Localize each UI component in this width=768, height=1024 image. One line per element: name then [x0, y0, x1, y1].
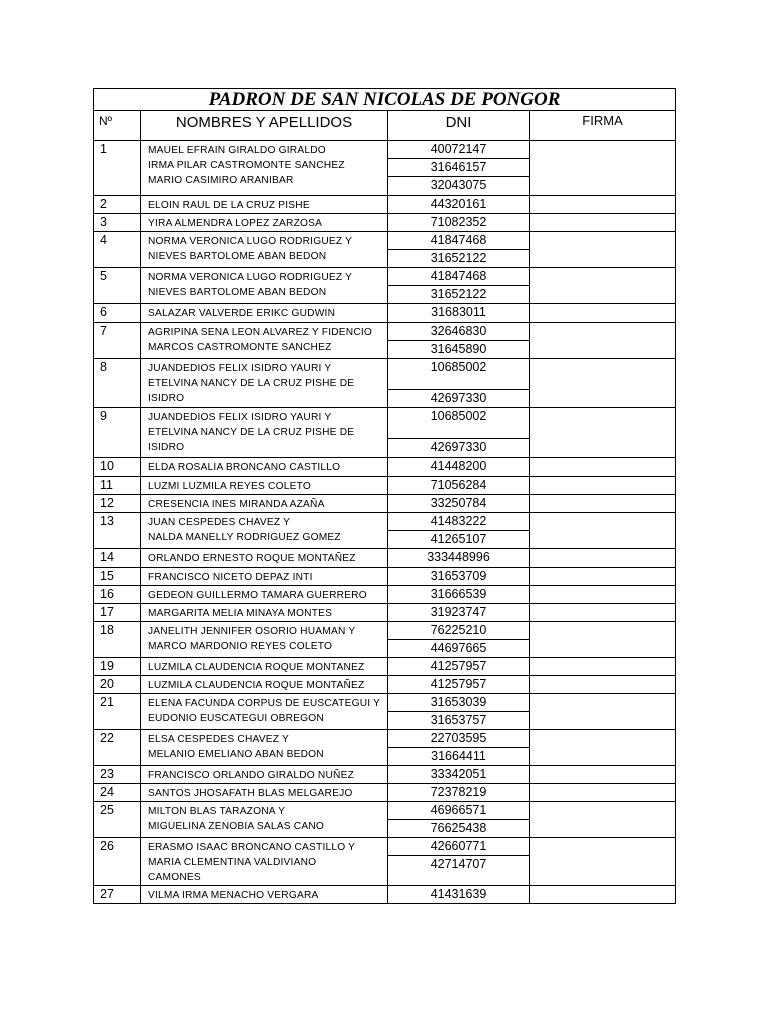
dni-value: 31646157	[388, 159, 529, 177]
dni-cell	[388, 658, 530, 676]
table-row	[94, 586, 676, 604]
person-name: JUAN CESPEDES CHAVEZ Y	[148, 517, 291, 528]
names-cell	[141, 886, 388, 904]
dni-value: 31923747	[430, 605, 487, 619]
names-cell	[141, 586, 388, 604]
dni-value: 333448996	[427, 550, 490, 564]
names-cell	[141, 694, 388, 730]
dni-cell	[388, 477, 530, 495]
table-row	[94, 784, 676, 802]
dni-value: 10685002	[388, 359, 529, 390]
dni-cell	[388, 304, 530, 323]
dni-cell	[388, 730, 530, 766]
dni-cell	[388, 676, 530, 694]
dni-value: 42660771	[388, 838, 529, 856]
person-name: CAMONES	[148, 872, 201, 883]
names-cell	[141, 513, 388, 549]
dni-value: 42697330	[430, 440, 487, 454]
table-row	[94, 214, 676, 232]
dni-value: 46966571	[388, 802, 529, 820]
row-number: 23	[94, 766, 141, 784]
table-row	[94, 232, 676, 268]
person-name: MARIO CASIMIRO ARANIBAR	[148, 175, 294, 186]
dni-value: 76225210	[388, 622, 529, 640]
names-cell	[141, 549, 388, 568]
row-number: 24	[94, 784, 141, 802]
table-row	[94, 676, 676, 694]
firma-cell[interactable]	[530, 323, 676, 359]
dni-cell	[388, 784, 530, 802]
person-name: LUZMILA CLAUDENCIA ROQUE MONTANEZ	[148, 662, 365, 673]
dni-cell	[388, 886, 530, 904]
person-name: NIEVES BARTOLOME ABAN BEDON	[148, 251, 327, 262]
row-number: 6	[94, 304, 141, 323]
person-name: ISIDRO	[148, 393, 185, 404]
person-name: CRESENCIA INES MIRANDA AZAÑA	[148, 499, 325, 510]
person-name: MARGARITA MELIA MINAYA MONTES	[148, 608, 333, 619]
row-number: 8	[94, 359, 141, 408]
person-name: ISIDRO	[148, 442, 185, 453]
dni-value: 41448200	[430, 459, 487, 473]
firma-cell[interactable]	[530, 658, 676, 676]
dni-value: 31652122	[430, 251, 487, 265]
row-number: 3	[94, 214, 141, 232]
dni-value: 40072147	[388, 141, 529, 159]
dni-value: 44320161	[430, 197, 487, 211]
table-row	[94, 604, 676, 622]
person-name: ETELVINA NANCY DE LA CRUZ PISHE DE	[148, 378, 355, 389]
names-cell	[141, 604, 388, 622]
names-cell	[141, 622, 388, 658]
dni-value: 10685002	[388, 408, 529, 439]
dni-cell	[388, 495, 530, 513]
firma-cell[interactable]	[530, 586, 676, 604]
row-number: 22	[94, 730, 141, 766]
person-name: LUZMILA CLAUDENCIA ROQUE MONTAÑEZ	[148, 680, 365, 691]
table-row	[94, 838, 676, 886]
dni-cell	[388, 141, 530, 196]
person-name: MAUEL EFRAIN GIRALDO GIRALDO	[148, 145, 326, 156]
firma-cell[interactable]	[530, 604, 676, 622]
person-name: FRANCISCO NICETO DEPAZ INTI	[148, 572, 313, 583]
names-cell	[141, 268, 388, 304]
dni-cell	[388, 214, 530, 232]
dni-value: 41847468	[388, 232, 529, 250]
padron-table	[93, 88, 676, 904]
person-name: ELSA CESPEDES CHAVEZ Y	[148, 734, 290, 745]
dni-value: 41847468	[388, 268, 529, 286]
firma-cell[interactable]	[530, 141, 676, 196]
person-name: NIEVES BARTOLOME ABAN BEDON	[148, 287, 327, 298]
dni-cell	[388, 622, 530, 658]
person-name: NORMA VERONICA LUGO RODRIGUEZ Y	[148, 272, 353, 283]
firma-cell[interactable]	[530, 477, 676, 495]
table-row	[94, 495, 676, 513]
table-row	[94, 359, 676, 408]
person-name: FRANCISCO ORLANDO GIRALDO NUÑEZ	[148, 770, 355, 781]
dni-value: 71082352	[430, 215, 487, 229]
row-number: 18	[94, 622, 141, 658]
table-row	[94, 730, 676, 766]
dni-cell	[388, 766, 530, 784]
dni-cell	[388, 408, 530, 458]
firma-cell[interactable]	[530, 513, 676, 549]
firma-cell[interactable]	[530, 408, 676, 458]
row-number: 16	[94, 586, 141, 604]
person-name: ETELVINA NANCY DE LA CRUZ PISHE DE	[148, 427, 355, 438]
row-number: 25	[94, 802, 141, 838]
table-row	[94, 802, 676, 838]
firma-cell[interactable]	[530, 694, 676, 730]
names-cell	[141, 784, 388, 802]
names-cell	[141, 658, 388, 676]
firma-cell[interactable]	[530, 886, 676, 904]
dni-value: 42697330	[430, 391, 487, 405]
row-number: 13	[94, 513, 141, 549]
dni-cell	[388, 838, 530, 886]
person-name: MARCO MARDONIO REYES COLETO	[148, 641, 333, 652]
person-name: MARIA CLEMENTINA VALDIVIANO	[148, 857, 317, 868]
dni-cell	[388, 513, 530, 549]
dni-cell	[388, 694, 530, 730]
firma-cell[interactable]	[530, 196, 676, 214]
dni-value: 31652122	[430, 287, 487, 301]
firma-cell[interactable]	[530, 766, 676, 784]
dni-cell	[388, 568, 530, 586]
firma-cell[interactable]	[530, 784, 676, 802]
dni-value: 41431639	[430, 887, 487, 901]
dni-value: 31645890	[430, 342, 487, 356]
person-name: ORLANDO ERNESTO ROQUE MONTAÑEZ	[148, 553, 356, 564]
row-number: 7	[94, 323, 141, 359]
table-row	[94, 408, 676, 458]
header-num: Nº	[94, 111, 141, 141]
row-number: 21	[94, 694, 141, 730]
dni-value: 41257957	[430, 659, 487, 673]
table-row	[94, 458, 676, 477]
person-name: EUDONIO EUSCATEGUI OBREGON	[148, 713, 324, 724]
table-row	[94, 513, 676, 549]
table-row	[94, 694, 676, 730]
names-cell	[141, 495, 388, 513]
row-number: 11	[94, 477, 141, 495]
table-row	[94, 304, 676, 323]
row-number: 12	[94, 495, 141, 513]
table-row	[94, 568, 676, 586]
names-cell	[141, 359, 388, 408]
names-cell	[141, 214, 388, 232]
row-number: 5	[94, 268, 141, 304]
dni-value: 31653709	[430, 569, 487, 583]
names-cell	[141, 477, 388, 495]
row-number: 17	[94, 604, 141, 622]
row-number: 20	[94, 676, 141, 694]
person-name: JUANDEDIOS FELIX ISIDRO YAURI Y	[148, 363, 332, 374]
firma-cell[interactable]	[530, 568, 676, 586]
table-row	[94, 141, 676, 196]
table-row	[94, 323, 676, 359]
names-cell	[141, 766, 388, 784]
person-name: JANELITH JENNIFER OSORIO HUAMAN Y	[148, 626, 356, 637]
header-names: NOMBRES Y APELLIDOS	[141, 111, 388, 141]
dni-value: 31653039	[388, 694, 529, 712]
person-name: AGRIPINA SENA LEON ALVAREZ Y FIDENCIO	[148, 327, 373, 338]
row-number: 15	[94, 568, 141, 586]
dni-cell	[388, 458, 530, 477]
dni-cell	[388, 549, 530, 568]
dni-value: 71056284	[430, 478, 487, 492]
person-name: ELOIN RAUL DE LA CRUZ PISHE	[148, 200, 310, 211]
row-number: 9	[94, 408, 141, 458]
dni-value: 41257957	[430, 677, 487, 691]
row-number: 26	[94, 838, 141, 886]
names-cell	[141, 408, 388, 458]
person-name: MELANIO EMELIANO ABAN BEDON	[148, 749, 324, 760]
names-cell	[141, 568, 388, 586]
table-row	[94, 622, 676, 658]
row-number: 10	[94, 458, 141, 477]
row-number: 14	[94, 549, 141, 568]
dni-value: 33342051	[430, 767, 487, 781]
dni-value: 31666539	[430, 587, 487, 601]
dni-value: 31683011	[431, 305, 486, 319]
person-name: LUZMI LUZMILA REYES COLETO	[148, 481, 311, 492]
person-name: ELENA FACUNDA CORPUS DE EUSCATEGUI Y	[148, 698, 381, 709]
person-name: MIGUELINA ZENOBIA SALAS CANO	[148, 821, 325, 832]
dni-cell	[388, 196, 530, 214]
dni-cell	[388, 604, 530, 622]
table-row	[94, 549, 676, 568]
firma-cell[interactable]	[530, 268, 676, 304]
dni-value: 22703595	[388, 730, 529, 748]
row-number: 4	[94, 232, 141, 268]
dni-cell	[388, 323, 530, 359]
person-name: NORMA VERONICA LUGO RODRIGUEZ Y	[148, 236, 353, 247]
dni-cell	[388, 802, 530, 838]
person-name: ERASMO ISAAC BRONCANO CASTILLO Y	[148, 842, 356, 853]
firma-cell[interactable]	[530, 676, 676, 694]
firma-cell[interactable]	[530, 549, 676, 568]
person-name: YIRA ALMENDRA LOPEZ ZARZOSA	[148, 218, 323, 229]
header-firma: FIRMA	[530, 111, 676, 141]
names-cell	[141, 676, 388, 694]
row-number: 2	[94, 196, 141, 214]
page-title: PADRON DE SAN NICOLAS DE PONGOR	[94, 89, 676, 111]
dni-value: 42714707	[430, 857, 487, 871]
row-number: 1	[94, 141, 141, 196]
firma-cell[interactable]	[530, 838, 676, 886]
names-cell	[141, 196, 388, 214]
names-cell	[141, 802, 388, 838]
dni-cell	[388, 268, 530, 304]
person-name: IRMA PILAR CASTROMONTE SANCHEZ	[148, 160, 345, 171]
dni-cell	[388, 359, 530, 408]
person-name: NALDA MANELLY RODRIGUEZ GOMEZ	[148, 532, 341, 543]
firma-cell[interactable]	[530, 214, 676, 232]
table-row	[94, 766, 676, 784]
header-row	[94, 111, 676, 141]
person-name: VILMA IRMA MENACHO VERGARA	[148, 890, 319, 901]
dni-value: 72378219	[430, 785, 487, 799]
person-name: MILTON BLAS TARAZONA Y	[148, 806, 286, 817]
names-cell	[141, 838, 388, 886]
dni-cell	[388, 586, 530, 604]
dni-value: 32646830	[388, 323, 529, 341]
firma-cell[interactable]	[530, 458, 676, 477]
person-name: GEDEON GUILLERMO TAMARA GUERRERO	[148, 590, 367, 601]
dni-value: 33250784	[430, 496, 487, 510]
names-cell	[141, 323, 388, 359]
names-cell	[141, 458, 388, 477]
firma-cell[interactable]	[530, 730, 676, 766]
table-row	[94, 268, 676, 304]
person-name: SALAZAR VALVERDE ERIKC GUDWIN	[148, 308, 336, 319]
dni-value: 44697665	[430, 641, 487, 655]
firma-cell[interactable]	[530, 232, 676, 268]
firma-cell[interactable]	[530, 304, 676, 323]
person-name: SANTOS JHOSAFATH BLAS MELGAREJO	[148, 788, 353, 799]
names-cell	[141, 232, 388, 268]
firma-cell[interactable]	[530, 495, 676, 513]
dni-value: 32043075	[430, 178, 487, 192]
dni-value: 41483222	[388, 513, 529, 531]
person-name: ELDA ROSALIA BRONCANO CASTILLO	[148, 462, 341, 473]
table-row	[94, 886, 676, 904]
dni-value: 76625438	[430, 821, 487, 835]
names-cell	[141, 141, 388, 196]
dni-value: 31653757	[430, 713, 487, 727]
table-row	[94, 658, 676, 676]
firma-cell[interactable]	[530, 359, 676, 408]
row-number: 19	[94, 658, 141, 676]
person-name: JUANDEDIOS FELIX ISIDRO YAURI Y	[148, 412, 332, 423]
table-row	[94, 196, 676, 214]
dni-value: 41265107	[430, 532, 487, 546]
dni-value: 31664411	[431, 749, 486, 763]
row-number: 27	[94, 886, 141, 904]
dni-cell	[388, 232, 530, 268]
table-row	[94, 477, 676, 495]
names-cell	[141, 304, 388, 323]
firma-cell[interactable]	[530, 622, 676, 658]
person-name: MARCOS CASTROMONTE SANCHEZ	[148, 342, 332, 353]
names-cell	[141, 730, 388, 766]
firma-cell[interactable]	[530, 802, 676, 838]
header-dni: DNI	[388, 111, 530, 141]
